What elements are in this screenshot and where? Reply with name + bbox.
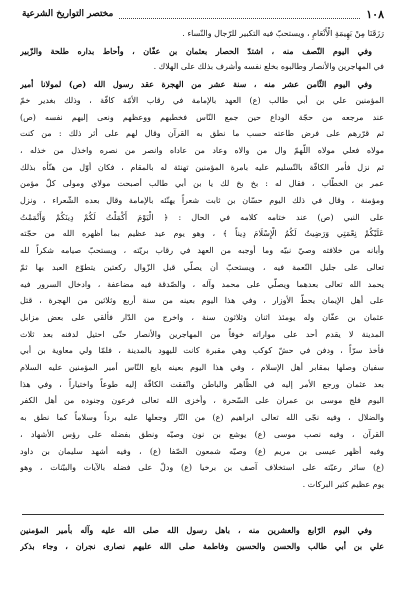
body-text xyxy=(20,26,384,494)
text-line: سفيان وصلها بمقابر أهل الإسلام ، وفي هذا اليوم بعينه بايع النّاس أمير المؤمنين عليه السلام xyxy=(20,363,384,373)
page-number: ١٠٨ xyxy=(366,7,384,21)
text-line: (ع) سائر رعيّته على استخلاف آصف بن برخيا (ع) ودلّ على فضله بالآيات والبيّنات ، وهو xyxy=(20,463,384,473)
text-line: يوم عظيم كثير البركات . xyxy=(302,479,384,489)
text-line: المؤمنين علي بن أبي طالب (ع) العهد بالإمامة في رقاب الأمّة كافّة ، وذلك بغدير خمّ xyxy=(20,95,384,105)
text-line: تعالى على جليل النّعمة فيه ، ويستحبّ أن يصلّي قبل الزّوال ركعتين يتطوّع العبد بها ثمّ xyxy=(20,262,384,272)
text-line: القرآن ، وفيه نصب موسى (ع) يوشع بن نون وصيّه ونطق بفضله على رؤس الأشهاد ، xyxy=(20,429,384,439)
section-divider xyxy=(22,514,384,515)
text-line: اليوم فلج موسى بن عمران على السّحرة ، وأخزى الله تعالى فرعون وجنوده من أهل الكفر xyxy=(20,396,384,406)
text-line: ثم قرّرهم على فرض طاعته حسب ما نطق به القرآن وقال لهم على أثر ذلك : من كنت xyxy=(20,129,384,139)
text-line: عند مرجعه من حجّة الوداع حين جمع النّاس فخطبهم ووعظهم ونعى إليهم نفسه (ص) xyxy=(20,112,384,122)
text-line: رَزَقَنَا مِنْ بَهِيمَةِ الْأَنْعَامِ ، ويستحبّ فيه التكبير للرّجال والنّساء . xyxy=(182,29,384,38)
book-title: مختصر التواريخ الشرعية xyxy=(22,9,114,19)
text-line: وفيه أظهر عيسى بن مريم (ع) وصيّه شمعون الصّفا (ع) ، وفيه أشهد سليمان بن داود xyxy=(20,446,384,456)
text-line: في المهاجرين والأنصار وطالبوه بخلع نفسه وأشرف بذلك على الهلاك . xyxy=(153,62,384,72)
text-line: وأبانه من خلافته وصيّ نبيّه وما أوجبه من العهد في رقاب بريّته ، ويستحبّ صيامه شكراً لله xyxy=(20,246,384,256)
text-line: عثمان بن عفّان وله يومئذ اثنان وثلاثون سنة ، واخرج من الدّار فألقي على بعض مزابل xyxy=(20,312,384,322)
text-line: المدينة لا يقدم أحد على مواراته خوفاً من المهاجرين والأنصار حتّى احتيل لدفنه بعد ثلاث xyxy=(20,329,384,339)
text-line: علي بن أبي طالب والحسن والحسين وفاطمة صلى الله عليهم نصارى نجران ، وجاء بذكر xyxy=(20,541,384,551)
text-line: فأخذ سرّاً ، ودفن في حشّ كوكب وهي مقبرة كانت لليهود بالمدينة ، فلمّا ولي معاوية بن أبي xyxy=(20,346,384,356)
text-line: وفي اليوم النّصف منه ، اشتدّ الحصار بعثمان بن عفّان ، وأحاط بداره طلحة والزّبير xyxy=(20,45,372,56)
text-line: بعد عثمان ورجع الأمر إليه في الظّاهر والباطن واتّفقت الكافّة إليه طوعاً واختياراً ، وفي هذا xyxy=(20,379,384,389)
text-line: ومؤمنة ، وقال في ذلك اليوم حسّان بن ثابت شعراً يهنّئه بالإمامة وقال بعده الشّعراء ، ونزل xyxy=(20,196,384,206)
text-line: مولاه فعلي مولاه اللّهمّ وال من والاه وعاد من عاداه وانصر من نصره واخذل من خذله ، xyxy=(20,145,384,155)
text-line: يحمد الله تعالى بعدهما ويصلّي على محمد وآله ، والصّدقة فيه مضاعفة ، وادخال السرور فيه xyxy=(20,279,384,289)
text-line: على أهل الإيمان يحطّ الأوزار ، وفي هذا اليوم بعينه من سنة أربع وثلاثين من الهجرة ، قتل xyxy=(20,296,384,306)
text-line: على النبي (ص) عند ختامه كلامه في الحال : ﴿ الْيَوْمَ أَكْمَلْتُ لَكُمْ دِينَكُمْ وَأَتْمَمْتُ xyxy=(20,212,384,222)
footer-paragraph xyxy=(20,522,384,554)
header-dots xyxy=(119,10,360,19)
text-line: والضلال ، وفيه نجّى الله تعالى ابراهيم (ع) من النّار وجعلها عليه برداً وسلاماً كما نطق به xyxy=(20,413,384,423)
text-line: وفي اليوم الثّامن عشر منه ، سنة عشر من الهجرة عقد رسول الله (ص) لمولانا أمير xyxy=(20,79,372,90)
running-header xyxy=(22,6,384,22)
text-line: وفي اليوم الرّابع والعشرين منه ، باهل رسول الله صلى الله عليه وآله بأمير المؤمنين xyxy=(20,525,372,535)
text-line: عمر بن الخطّاب ، فقال له : بخ بخ لك يا بن أبي طالب أصبحت مولاي ومولى كلّ مؤمن xyxy=(20,179,384,189)
text-line: عَلَيْكُمْ نِعْمَتِي وَرَضِيتُ لَكُمُ الْإِسْلَامَ دِيناً ﴾ ، وهو يوم عيد عظيم بما أظهره الله من حجّته xyxy=(20,229,384,239)
text-line: ثم نزل فأمر الكافّة بالتّسليم عليه بامرة المؤمنين تهنئة له بالمقام ، فكان أوّل من هنّأه بذلك xyxy=(20,162,384,172)
